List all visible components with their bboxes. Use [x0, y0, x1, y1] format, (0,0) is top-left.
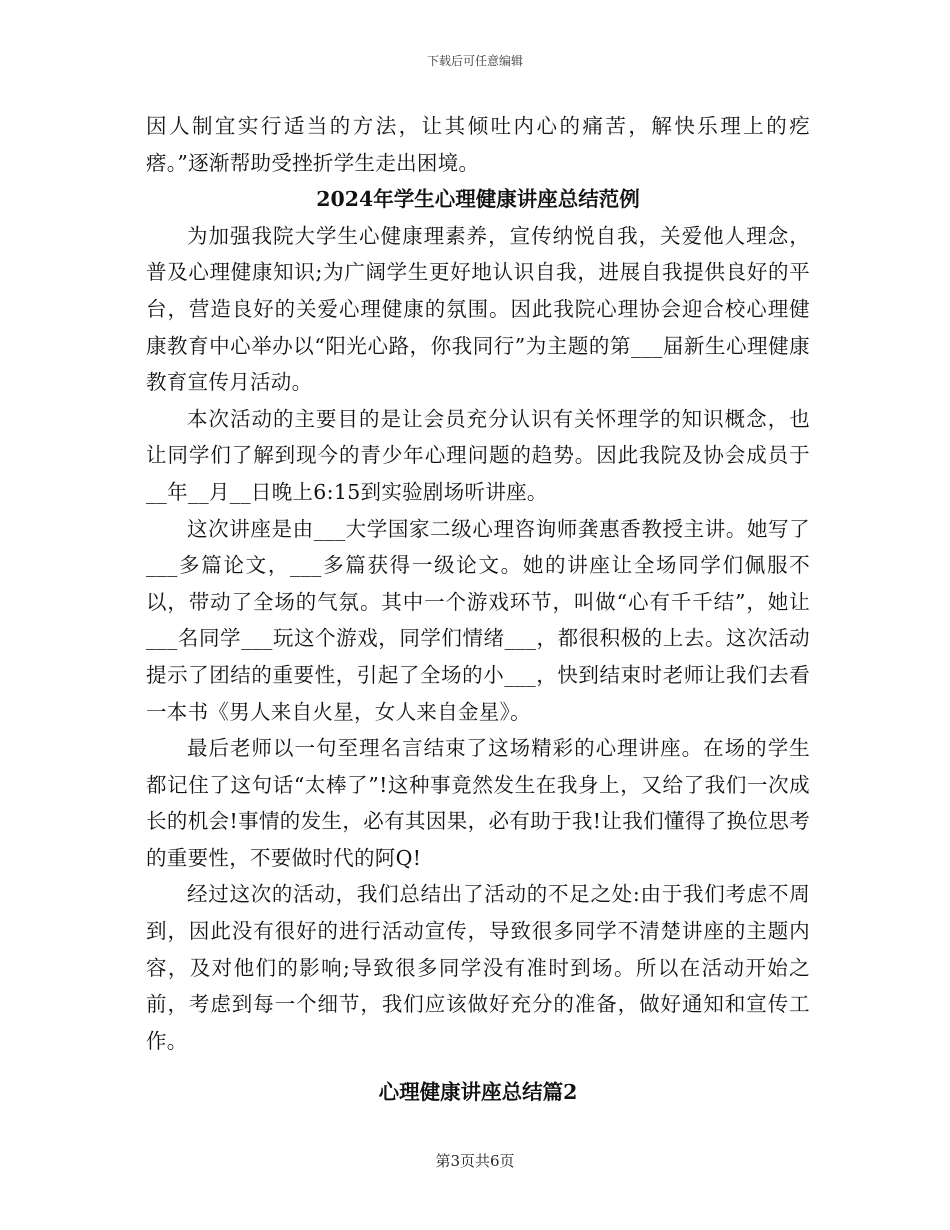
- next-section-title: 心理健康讲座总结篇2: [378, 1080, 578, 1105]
- paragraph-2: 本次活动的主要目的是让会员充分认识有关怀理学的知识概念，也让同学们了解到现今的青少年心理问题的趋势。因此我院及协会成员于__年__月__日晚上6:15到实验剧场听讲座。: [146, 406, 810, 504]
- paragraph-1: 为加强我院大学生心健康理素养，宣传纳悦自我，关爱他人理念，普及心理健康知识;为广阔学生更好地认识自我，进展自我提供良好的平台，营造良好的关爱心理健康的氛围。因此我院心理协会迎合校心理健康教育中心举办以“阳光心路，你我同行”为主题的第___届新生心理健康教育宣传月活动。: [146, 223, 810, 395]
- document-body: [146, 108, 810, 1111]
- paragraph-4: 最后老师以一句至理名言结束了这场精彩的心理讲座。在场的学生都记住了这句话“太棒了”!这种事竟然发生在我身上，又给了我们一次成长的机会!事情的发生，必有其因果，必有助于我!让我们懂得了换位思考的重要性，不要做时代的阿Q!: [146, 736, 810, 870]
- paragraph-5: 经过这次的活动，我们总结出了活动的不足之处:由于我们考虑不周到，因此没有很好的进行活动宣传，导致很多同学不清楚讲座的主题内容，及对他们的影响;导致很多同学没有准时到场。所以在活动开始之前，考虑到每一个细节，我们应该做好充分的准备，做好通知和宣传工作。: [146, 882, 810, 1053]
- page-number: 第3页共6页: [435, 1152, 515, 1170]
- header-note: 下载后可任意编辑: [426, 54, 523, 68]
- paragraph-3: 这次讲座是由___大学国家二级心理咨询师龚惠香教授主讲。她写了___多篇论文，___多篇获得一级论文。她的讲座让全场同学们佩服不以，带动了全场的气氛。其中一个游戏环节，叫做“心有千千结”，她让___名同学___玩这个游戏，同学们情绪___，都很积极的上去。这次活动提示了团结的重要性，引起了全场的小___，快到结束时老师让我们去看一本书《男人来自火星，女人来自金星》。: [146, 516, 810, 724]
- lead-paragraph: 因人制宜实行适当的方法，让其倾吐内心的痛苦，解快乐理上的疙瘩。”逐渐帮助受挫折学生走出困境。: [146, 114, 810, 175]
- section-title: 2024年学生心理健康讲座总结范例: [316, 187, 640, 212]
